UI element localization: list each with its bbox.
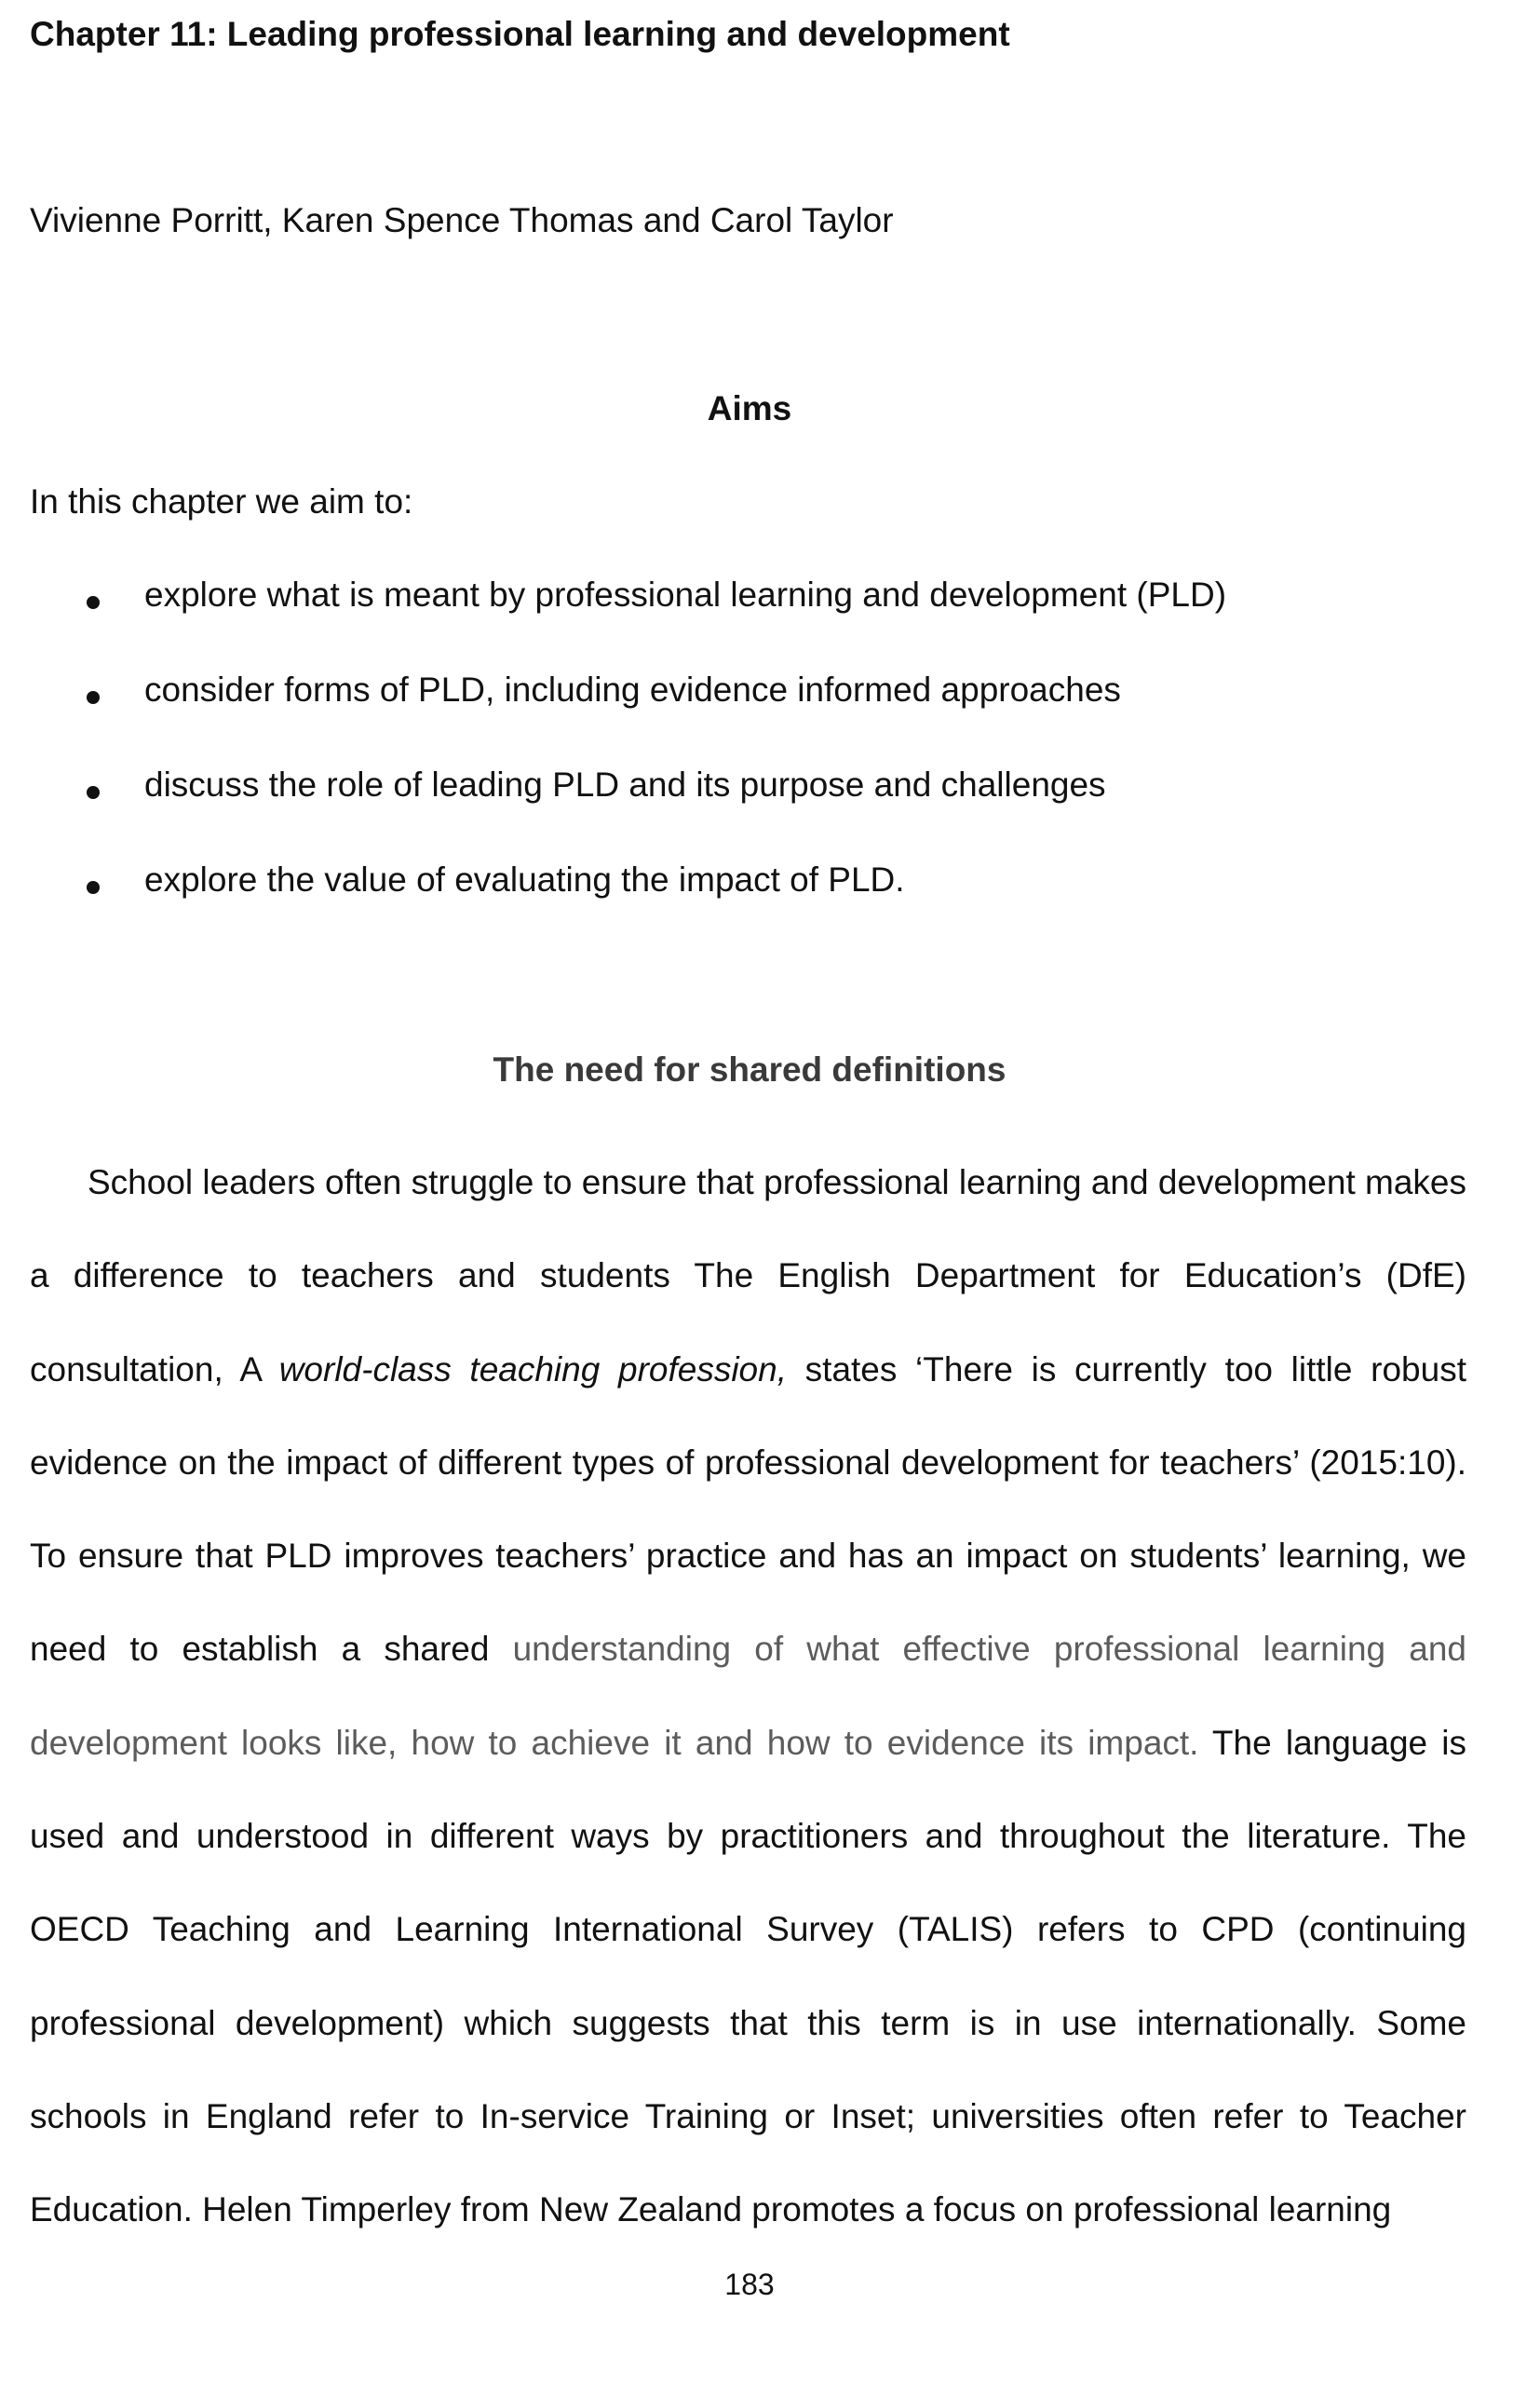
aim-item (0, 576, 1452, 622)
bullet-icon (87, 786, 100, 799)
author-list: Vivienne Porritt, Karen Spence Thomas and Carol Taylor (30, 201, 894, 239)
body-paragraph (30, 1136, 1466, 2257)
aims-heading: Aims (707, 389, 792, 427)
aim-text: consider forms of PLD, including evidence informed approaches (144, 670, 1121, 709)
section-heading: The need for shared definitions (493, 1050, 1006, 1089)
paragraph-italic-title: world-class teaching profession, (278, 1349, 787, 1388)
page-number: 183 (724, 2268, 775, 2301)
aims-intro: In this chapter we aim to: (30, 482, 413, 521)
bullet-icon (87, 596, 100, 609)
aim-text: discuss the role of leading PLD and its purpose and challenges (144, 765, 1106, 804)
aim-item (0, 670, 1452, 717)
bullet-icon (87, 691, 100, 704)
paragraph-text-2: states ‘There is currently too little robust evidence on the impact of different types of professional development for teachers’ (2015:10). To ensure that PLD improves teachers’ practice and has an impact on students’ learning, we need to establish a shared (30, 1349, 1466, 1669)
aim-item (0, 860, 1452, 907)
paragraph-text-1: School leaders often struggle to ensure that professional learning and development makes a difference to teachers and students The English Department for Education’s (DfE) consultation, A (30, 1163, 1466, 1388)
aim-item (0, 765, 1452, 812)
paragraph-muted-text: understanding of what effective professional learning and development looks like, how to achieve it and how to evidence its impact. (30, 1630, 1466, 1762)
paragraph-text-3: The language is used and understood in different ways by practitioners and throughout the literature. The OECD Teaching and Learning International Survey (TALIS) refers to CPD (continuing professional development) which suggests that this term is in use internationally. Some schools in England refer to In-service Training or Inset; universities often refer to Teacher Education. Helen Timperley from New Zealand promotes a focus on professional learning (30, 1723, 1466, 2229)
aim-text: explore what is meant by professional learning and development (PLD) (144, 576, 1227, 614)
aim-text: explore the value of evaluating the impact of PLD. (144, 860, 905, 899)
chapter-title: Chapter 11: Leading professional learning and development (30, 15, 1010, 53)
bullet-icon (87, 881, 100, 894)
